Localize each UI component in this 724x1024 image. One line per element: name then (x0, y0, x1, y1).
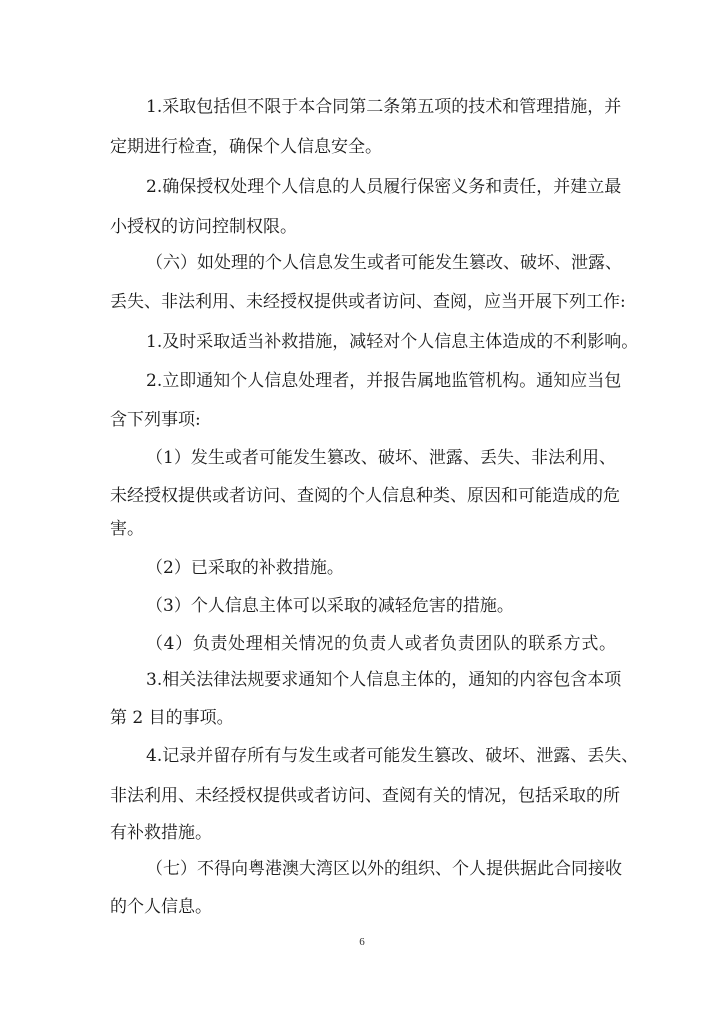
text-line: （七）不得向粤港澳大湾区以外的组织、个人提供据此合同接收 (146, 859, 622, 879)
text-line: （六）如处理的个人信息发生或者可能发生篡改、破坏、泄露、 (146, 253, 622, 273)
text-line: 2.确保授权处理个人信息的人员履行保密义务和责任，并建立最 (146, 177, 622, 197)
text-line: 害。 (110, 519, 144, 539)
text-line: 1.及时采取适当补救措施，减轻对个人信息主体造成的不利影响。 (146, 332, 639, 352)
text-line: （1）发生或者可能发生篡改、破坏、泄露、丢失、非法利用、 (146, 448, 616, 468)
page-number: 6 (359, 936, 365, 948)
text-line: 丢失、非法利用、未经授权提供或者访问、查阅，应当开展下列工作: (110, 292, 626, 312)
text-line: （3）个人信息主体可以采取的减轻危害的措施。 (146, 596, 514, 616)
text-line: （2）已采取的补救措施。 (146, 558, 344, 578)
text-line: 定期进行检查，确保个人信息安全。 (110, 137, 382, 157)
text-line: 含下列事项: (110, 410, 201, 430)
text-line: 非法利用、未经授权提供或者访问、查阅有关的情况，包括采取的所 (110, 786, 620, 806)
text-line: 小授权的访问控制权限。 (110, 217, 297, 237)
text-line: （4）负责处理相关情况的负责人或者负责团队的联系方式。 (146, 634, 616, 654)
text-line: 1.采取包括但不限于本合同第二条第五项的技术和管理措施，并 (146, 97, 622, 117)
text-line: 未经授权提供或者访问、查阅的个人信息种类、原因和可能造成的危 (110, 486, 620, 506)
text-line: 有补救措施。 (110, 823, 212, 843)
text-line: 4.记录并留存所有与发生或者可能发生篡改、破坏、泄露、丢失、 (146, 746, 639, 766)
text-line: 3.相关法律法规要求通知个人信息主体的，通知的内容包含本项 (146, 670, 622, 690)
text-line: 第 2 目的事项。 (110, 708, 234, 728)
text-line: 2.立即通知个人信息处理者，并报告属地监管机构。通知应当包 (146, 371, 622, 391)
text-line: 的个人信息。 (110, 897, 212, 917)
